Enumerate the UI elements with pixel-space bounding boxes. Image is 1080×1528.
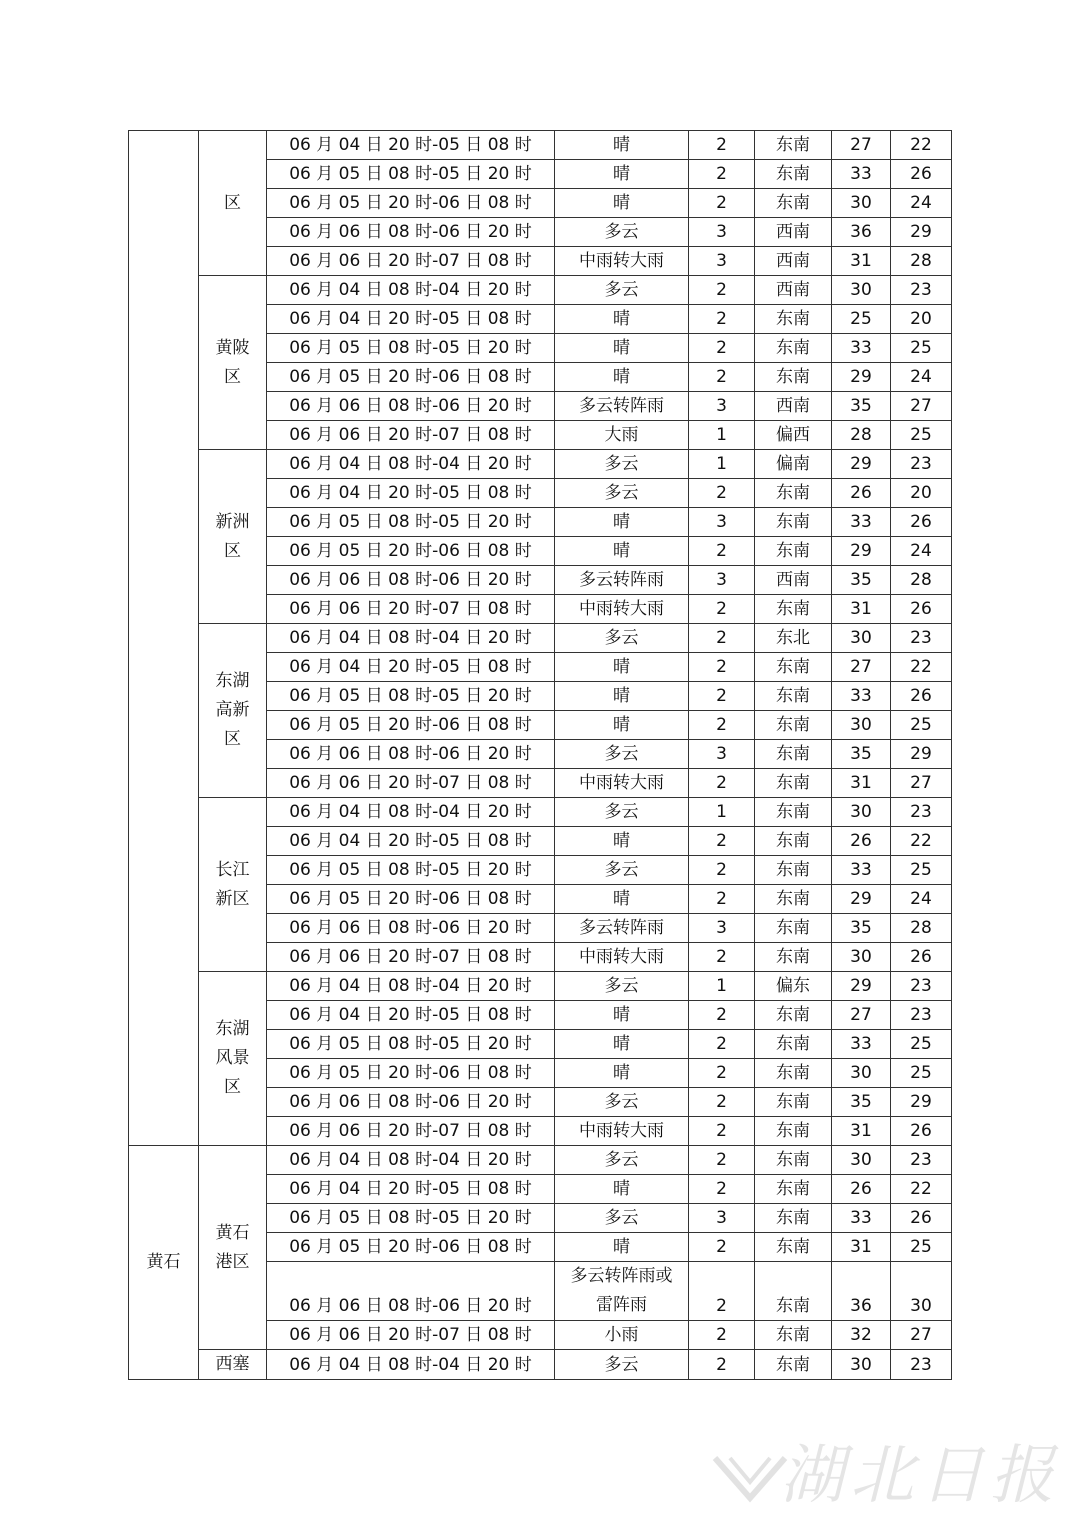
time-period-cell: 06 月 06 日 08 时-06 日 20 时: [267, 1262, 555, 1321]
min-temp-cell: 30: [891, 1262, 952, 1321]
max-temp-cell: 35: [832, 392, 891, 421]
wind-level-cell: 2: [689, 1233, 755, 1262]
weather-cell: 晴: [555, 1030, 689, 1059]
time-period-cell: 06 月 06 日 20 时-07 日 08 时: [267, 1117, 555, 1146]
weather-cell: 晴: [555, 885, 689, 914]
time-period-cell: 06 月 05 日 08 时-05 日 20 时: [267, 334, 555, 363]
district-cell: 东湖 高新 区: [199, 624, 267, 798]
weather-cell: 多云: [555, 1204, 689, 1233]
wind-level-cell: 2: [689, 363, 755, 392]
max-temp-cell: 27: [832, 653, 891, 682]
max-temp-cell: 35: [832, 740, 891, 769]
min-temp-cell: 23: [891, 972, 952, 1001]
weather-cell: 晴: [555, 1233, 689, 1262]
weather-cell: 多云转阵雨或 雷阵雨: [555, 1262, 689, 1321]
max-temp-cell: 26: [832, 1175, 891, 1204]
max-temp-cell: 26: [832, 479, 891, 508]
time-period-cell: 06 月 06 日 20 时-07 日 08 时: [267, 247, 555, 276]
wind-direction-cell: 偏东: [755, 972, 832, 1001]
min-temp-cell: 26: [891, 508, 952, 537]
min-temp-cell: 22: [891, 131, 952, 160]
max-temp-cell: 35: [832, 566, 891, 595]
max-temp-cell: 29: [832, 450, 891, 479]
time-period-cell: 06 月 06 日 08 时-06 日 20 时: [267, 218, 555, 247]
time-period-cell: 06 月 06 日 20 时-07 日 08 时: [267, 595, 555, 624]
time-period-cell: 06 月 05 日 20 时-06 日 08 时: [267, 189, 555, 218]
watermark-text: 湖北日报: [780, 1439, 1060, 1513]
weather-cell: 晴: [555, 653, 689, 682]
weather-cell: 中雨转大雨: [555, 1117, 689, 1146]
table-row: [129, 972, 952, 1001]
min-temp-cell: 24: [891, 885, 952, 914]
wind-level-cell: 2: [689, 711, 755, 740]
min-temp-cell: 25: [891, 1059, 952, 1088]
weather-cell: 多云: [555, 1146, 689, 1175]
district-cell: 黄石 港区: [199, 1146, 267, 1350]
time-period-cell: 06 月 04 日 20 时-05 日 08 时: [267, 1001, 555, 1030]
table-row: [129, 624, 952, 653]
wind-direction-cell: 东南: [755, 1146, 832, 1175]
time-period-cell: 06 月 05 日 08 时-05 日 20 时: [267, 1204, 555, 1233]
time-period-cell: 06 月 04 日 08 时-04 日 20 时: [267, 798, 555, 827]
wind-direction-cell: 东南: [755, 885, 832, 914]
wind-direction-cell: 西南: [755, 392, 832, 421]
time-period-cell: 06 月 05 日 08 时-05 日 20 时: [267, 682, 555, 711]
wind-direction-cell: 东南: [755, 1117, 832, 1146]
weather-cell: 多云转阵雨: [555, 392, 689, 421]
wind-direction-cell: 东南: [755, 1262, 832, 1321]
min-temp-cell: 27: [891, 1321, 952, 1350]
time-period-cell: 06 月 04 日 20 时-05 日 08 时: [267, 827, 555, 856]
wind-level-cell: 2: [689, 1321, 755, 1350]
max-temp-cell: 33: [832, 160, 891, 189]
max-temp-cell: 27: [832, 1001, 891, 1030]
time-period-cell: 06 月 05 日 20 时-06 日 08 时: [267, 537, 555, 566]
weather-cell: 多云: [555, 218, 689, 247]
table-row: [129, 1350, 952, 1380]
wind-direction-cell: 西南: [755, 218, 832, 247]
time-period-cell: 06 月 06 日 20 时-07 日 08 时: [267, 943, 555, 972]
time-period-cell: 06 月 06 日 08 时-06 日 20 时: [267, 566, 555, 595]
wind-level-cell: 2: [689, 1088, 755, 1117]
wind-direction-cell: 东南: [755, 189, 832, 218]
weather-cell: 中雨转大雨: [555, 769, 689, 798]
min-temp-cell: 25: [891, 334, 952, 363]
wind-level-cell: 2: [689, 653, 755, 682]
time-period-cell: 06 月 06 日 20 时-07 日 08 时: [267, 421, 555, 450]
time-period-cell: 06 月 06 日 08 时-06 日 20 时: [267, 1088, 555, 1117]
wind-level-cell: 2: [689, 943, 755, 972]
max-temp-cell: 31: [832, 247, 891, 276]
max-temp-cell: 33: [832, 1204, 891, 1233]
min-temp-cell: 22: [891, 653, 952, 682]
weather-cell: 晴: [555, 305, 689, 334]
weather-cell: 大雨: [555, 421, 689, 450]
min-temp-cell: 24: [891, 189, 952, 218]
weather-cell: 晴: [555, 1059, 689, 1088]
wind-level-cell: 1: [689, 450, 755, 479]
wind-level-cell: 2: [689, 479, 755, 508]
min-temp-cell: 25: [891, 856, 952, 885]
max-temp-cell: 30: [832, 189, 891, 218]
weather-cell: 多云: [555, 1350, 689, 1380]
max-temp-cell: 29: [832, 363, 891, 392]
wind-level-cell: 3: [689, 247, 755, 276]
max-temp-cell: 27: [832, 131, 891, 160]
wind-direction-cell: 东南: [755, 914, 832, 943]
time-period-cell: 06 月 04 日 08 时-04 日 20 时: [267, 972, 555, 1001]
time-period-cell: 06 月 05 日 08 时-05 日 20 时: [267, 160, 555, 189]
wind-level-cell: 2: [689, 160, 755, 189]
weather-cell: 多云: [555, 972, 689, 1001]
table-row: [129, 131, 952, 160]
min-temp-cell: 25: [891, 421, 952, 450]
weather-forecast-table: [128, 130, 952, 1380]
table-row: [129, 276, 952, 305]
time-period-cell: 06 月 04 日 20 时-05 日 08 时: [267, 1175, 555, 1204]
max-temp-cell: 32: [832, 1321, 891, 1350]
max-temp-cell: 33: [832, 682, 891, 711]
wind-level-cell: 2: [689, 827, 755, 856]
max-temp-cell: 30: [832, 624, 891, 653]
min-temp-cell: 28: [891, 247, 952, 276]
wind-direction-cell: 东南: [755, 856, 832, 885]
max-temp-cell: 28: [832, 421, 891, 450]
district-cell: 新洲 区: [199, 450, 267, 624]
min-temp-cell: 28: [891, 914, 952, 943]
weather-cell: 晴: [555, 189, 689, 218]
weather-cell: 多云: [555, 798, 689, 827]
max-temp-cell: 33: [832, 508, 891, 537]
min-temp-cell: 22: [891, 1175, 952, 1204]
weather-cell: 晴: [555, 1175, 689, 1204]
wind-level-cell: 2: [689, 537, 755, 566]
time-period-cell: 06 月 05 日 20 时-06 日 08 时: [267, 363, 555, 392]
wind-direction-cell: 东南: [755, 1001, 832, 1030]
min-temp-cell: 27: [891, 392, 952, 421]
wind-direction-cell: 西南: [755, 566, 832, 595]
time-period-cell: 06 月 06 日 20 时-07 日 08 时: [267, 769, 555, 798]
max-temp-cell: 33: [832, 334, 891, 363]
max-temp-cell: 31: [832, 595, 891, 624]
weather-cell: 多云: [555, 740, 689, 769]
wind-level-cell: 1: [689, 421, 755, 450]
weather-cell: 多云: [555, 1088, 689, 1117]
max-temp-cell: 30: [832, 798, 891, 827]
max-temp-cell: 30: [832, 943, 891, 972]
weather-cell: 晴: [555, 537, 689, 566]
wind-direction-cell: 东南: [755, 682, 832, 711]
wind-direction-cell: 东南: [755, 827, 832, 856]
weather-cell: 中雨转大雨: [555, 595, 689, 624]
wind-level-cell: 2: [689, 1350, 755, 1380]
time-period-cell: 06 月 05 日 08 时-05 日 20 时: [267, 856, 555, 885]
weather-cell: 多云: [555, 276, 689, 305]
wind-level-cell: 3: [689, 218, 755, 247]
wind-direction-cell: 东南: [755, 334, 832, 363]
min-temp-cell: 26: [891, 160, 952, 189]
time-period-cell: 06 月 04 日 08 时-04 日 20 时: [267, 624, 555, 653]
weather-cell: 晴: [555, 682, 689, 711]
min-temp-cell: 26: [891, 682, 952, 711]
wind-level-cell: 2: [689, 334, 755, 363]
wind-direction-cell: 东南: [755, 769, 832, 798]
wind-direction-cell: 东南: [755, 595, 832, 624]
min-temp-cell: 25: [891, 711, 952, 740]
wind-direction-cell: 东南: [755, 1088, 832, 1117]
wind-level-cell: 3: [689, 914, 755, 943]
weather-cell: 多云转阵雨: [555, 566, 689, 595]
max-temp-cell: 31: [832, 769, 891, 798]
time-period-cell: 06 月 05 日 08 时-05 日 20 时: [267, 1030, 555, 1059]
watermark-logo-icon: [710, 1448, 790, 1508]
time-period-cell: 06 月 05 日 20 时-06 日 08 时: [267, 885, 555, 914]
wind-direction-cell: 西南: [755, 247, 832, 276]
wind-level-cell: 1: [689, 972, 755, 1001]
time-period-cell: 06 月 06 日 20 时-07 日 08 时: [267, 1321, 555, 1350]
time-period-cell: 06 月 04 日 08 时-04 日 20 时: [267, 276, 555, 305]
time-period-cell: 06 月 06 日 08 时-06 日 20 时: [267, 392, 555, 421]
max-temp-cell: 29: [832, 885, 891, 914]
max-temp-cell: 35: [832, 914, 891, 943]
wind-direction-cell: 东南: [755, 1321, 832, 1350]
min-temp-cell: 25: [891, 1233, 952, 1262]
weather-cell: 小雨: [555, 1321, 689, 1350]
table-row: [129, 798, 952, 827]
district-cell: 黄陂 区: [199, 276, 267, 450]
wind-level-cell: 3: [689, 1204, 755, 1233]
weather-cell: 晴: [555, 1001, 689, 1030]
min-temp-cell: 23: [891, 1146, 952, 1175]
time-period-cell: 06 月 04 日 20 时-05 日 08 时: [267, 479, 555, 508]
time-period-cell: 06 月 04 日 20 时-05 日 08 时: [267, 653, 555, 682]
max-temp-cell: 36: [832, 218, 891, 247]
min-temp-cell: 23: [891, 1001, 952, 1030]
weather-cell: 晴: [555, 131, 689, 160]
min-temp-cell: 23: [891, 450, 952, 479]
table-row: [129, 1146, 952, 1175]
weather-cell: 多云: [555, 624, 689, 653]
min-temp-cell: 29: [891, 1088, 952, 1117]
city-cell: 黄石: [129, 1146, 199, 1380]
wind-level-cell: 2: [689, 769, 755, 798]
wind-direction-cell: 西南: [755, 276, 832, 305]
min-temp-cell: 29: [891, 740, 952, 769]
wind-direction-cell: 东南: [755, 1059, 832, 1088]
max-temp-cell: 26: [832, 827, 891, 856]
wind-level-cell: 2: [689, 595, 755, 624]
time-period-cell: 06 月 04 日 20 时-05 日 08 时: [267, 305, 555, 334]
district-cell: 东湖 风景 区: [199, 972, 267, 1146]
wind-direction-cell: 东南: [755, 537, 832, 566]
min-temp-cell: 20: [891, 479, 952, 508]
wind-direction-cell: 东南: [755, 740, 832, 769]
wind-direction-cell: 东南: [755, 1350, 832, 1380]
wind-level-cell: 2: [689, 1030, 755, 1059]
weather-cell: 晴: [555, 508, 689, 537]
wind-level-cell: 2: [689, 856, 755, 885]
weather-cell: 多云: [555, 450, 689, 479]
wind-direction-cell: 东南: [755, 508, 832, 537]
wind-level-cell: 3: [689, 740, 755, 769]
min-temp-cell: 27: [891, 769, 952, 798]
weather-cell: 晴: [555, 711, 689, 740]
weather-cell: 多云转阵雨: [555, 914, 689, 943]
wind-level-cell: 3: [689, 508, 755, 537]
min-temp-cell: 23: [891, 1350, 952, 1380]
min-temp-cell: 23: [891, 624, 952, 653]
max-temp-cell: 36: [832, 1262, 891, 1321]
min-temp-cell: 26: [891, 943, 952, 972]
wind-direction-cell: 东南: [755, 131, 832, 160]
time-period-cell: 06 月 05 日 20 时-06 日 08 时: [267, 1059, 555, 1088]
max-temp-cell: 30: [832, 1059, 891, 1088]
max-temp-cell: 31: [832, 1117, 891, 1146]
min-temp-cell: 25: [891, 1030, 952, 1059]
time-period-cell: 06 月 05 日 20 时-06 日 08 时: [267, 711, 555, 740]
max-temp-cell: 30: [832, 711, 891, 740]
time-period-cell: 06 月 04 日 08 时-04 日 20 时: [267, 1146, 555, 1175]
table-row: [129, 450, 952, 479]
max-temp-cell: 30: [832, 1350, 891, 1380]
max-temp-cell: 29: [832, 972, 891, 1001]
wind-level-cell: 2: [689, 1146, 755, 1175]
wind-direction-cell: 东南: [755, 1233, 832, 1262]
wind-level-cell: 2: [689, 131, 755, 160]
weather-cell: 多云: [555, 856, 689, 885]
wind-level-cell: 2: [689, 1001, 755, 1030]
wind-level-cell: 2: [689, 1117, 755, 1146]
time-period-cell: 06 月 05 日 20 时-06 日 08 时: [267, 1233, 555, 1262]
wind-direction-cell: 偏南: [755, 450, 832, 479]
wind-direction-cell: 东南: [755, 711, 832, 740]
wind-direction-cell: 东南: [755, 1204, 832, 1233]
max-temp-cell: 30: [832, 276, 891, 305]
min-temp-cell: 24: [891, 363, 952, 392]
weather-cell: 晴: [555, 827, 689, 856]
wind-direction-cell: 东南: [755, 363, 832, 392]
min-temp-cell: 23: [891, 276, 952, 305]
min-temp-cell: 26: [891, 1117, 952, 1146]
wind-level-cell: 2: [689, 189, 755, 218]
min-temp-cell: 22: [891, 827, 952, 856]
max-temp-cell: 35: [832, 1088, 891, 1117]
district-cell: 西塞: [199, 1350, 267, 1380]
min-temp-cell: 28: [891, 566, 952, 595]
weather-cell: 中雨转大雨: [555, 247, 689, 276]
time-period-cell: 06 月 04 日 08 时-04 日 20 时: [267, 1350, 555, 1380]
min-temp-cell: 26: [891, 595, 952, 624]
max-temp-cell: 33: [832, 856, 891, 885]
wind-direction-cell: 东南: [755, 479, 832, 508]
wind-level-cell: 3: [689, 392, 755, 421]
weather-cell: 晴: [555, 334, 689, 363]
wind-direction-cell: 东南: [755, 1175, 832, 1204]
wind-direction-cell: 东南: [755, 160, 832, 189]
wind-direction-cell: 东北: [755, 624, 832, 653]
min-temp-cell: 26: [891, 1204, 952, 1233]
district-cell: 长江 新区: [199, 798, 267, 972]
wind-direction-cell: 东南: [755, 1030, 832, 1059]
min-temp-cell: 23: [891, 798, 952, 827]
wind-level-cell: 2: [689, 305, 755, 334]
max-temp-cell: 30: [832, 1146, 891, 1175]
wind-direction-cell: 偏西: [755, 421, 832, 450]
weather-cell: 晴: [555, 363, 689, 392]
wind-level-cell: 3: [689, 566, 755, 595]
wind-level-cell: 2: [689, 885, 755, 914]
weather-cell: 晴: [555, 160, 689, 189]
city-cell: [129, 131, 199, 1146]
time-period-cell: 06 月 04 日 20 时-05 日 08 时: [267, 131, 555, 160]
wind-level-cell: 2: [689, 1262, 755, 1321]
wind-level-cell: 1: [689, 798, 755, 827]
wind-level-cell: 2: [689, 1059, 755, 1088]
wind-level-cell: 2: [689, 624, 755, 653]
max-temp-cell: 25: [832, 305, 891, 334]
max-temp-cell: 33: [832, 1030, 891, 1059]
district-cell: 区: [199, 131, 267, 276]
min-temp-cell: 29: [891, 218, 952, 247]
time-period-cell: 06 月 06 日 08 时-06 日 20 时: [267, 740, 555, 769]
wind-level-cell: 2: [689, 276, 755, 305]
time-period-cell: 06 月 04 日 08 时-04 日 20 时: [267, 450, 555, 479]
max-temp-cell: 31: [832, 1233, 891, 1262]
weather-cell: 中雨转大雨: [555, 943, 689, 972]
wind-level-cell: 2: [689, 1175, 755, 1204]
time-period-cell: 06 月 06 日 08 时-06 日 20 时: [267, 914, 555, 943]
wind-level-cell: 2: [689, 682, 755, 711]
max-temp-cell: 29: [832, 537, 891, 566]
time-period-cell: 06 月 05 日 08 时-05 日 20 时: [267, 508, 555, 537]
min-temp-cell: 24: [891, 537, 952, 566]
wind-direction-cell: 东南: [755, 943, 832, 972]
weather-cell: 多云: [555, 479, 689, 508]
wind-direction-cell: 东南: [755, 305, 832, 334]
wind-direction-cell: 东南: [755, 798, 832, 827]
min-temp-cell: 20: [891, 305, 952, 334]
wind-direction-cell: 东南: [755, 653, 832, 682]
